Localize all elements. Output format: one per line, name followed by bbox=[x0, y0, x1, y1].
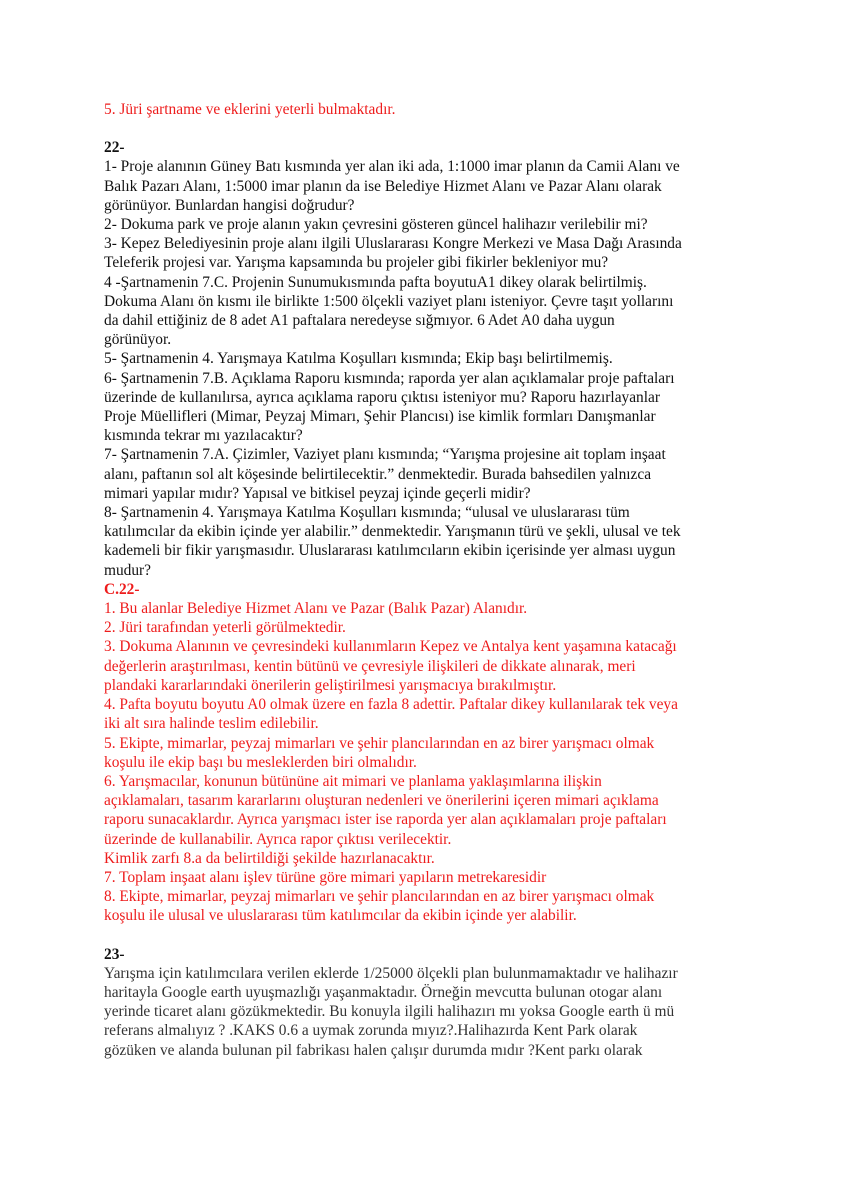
question-line: 4 -Şartnamenin 7.C. Projenin Sunumukısmında pafta boyutuA1 dikey olarak belirtilmiş. bbox=[104, 273, 647, 291]
answer-line: 1. Bu alanlar Belediye Hizmet Alanı ve Pazar (Balık Pazar) Alanıdır. bbox=[104, 600, 528, 618]
answer-line: iki alt sıra halinde teslim edilebilir. bbox=[104, 715, 319, 733]
question-line: 7- Şartnamenin 7.A. Çizimler, Vaziyet planı kısmında; “Yarışma projesine ait toplam inşaat bbox=[104, 446, 666, 464]
answer-line: 5. Ekipte, mimarlar, peyzaj mimarları ve şehir plancılarından en az birer yarışmacı olmak bbox=[104, 734, 655, 752]
body-line: Yarışma için katılımcılara verilen eklerde 1/25000 ölçekli plan bulunmamaktadır ve halihazır bbox=[104, 964, 678, 982]
answer-line: raporu sunacaklardır. Ayrıca yarışmacı ister ise raporda yer alan açıklamaları proje paftaları bbox=[104, 811, 667, 829]
answer-line: koşulu ile ekip başı bu mesleklerden biri olmalıdır. bbox=[104, 753, 417, 771]
question-line: Proje Müellifleri (Mimar, Peyzaj Mimarı, Şehir Plancısı) ise kimlik formları Danışmanlar bbox=[104, 408, 656, 426]
section-22-questions bbox=[104, 157, 754, 579]
answer-line: 2. Jüri tarafından yeterli görülmektedir. bbox=[104, 619, 346, 637]
question-line: kısmında tekrar mı yazılacaktır? bbox=[104, 427, 303, 445]
answer-line: 6. Yarışmacılar, konunun bütününe ait mimari ve planlama yaklaşımlarına ilişkin bbox=[104, 772, 602, 790]
question-line: 3- Kepez Belediyesinin proje alanı ilgili Uluslararası Kongre Merkezi ve Masa Dağı Arasında bbox=[104, 235, 682, 253]
question-line: kademeli bir fikir yarışmasıdır. Uluslararası katılımcıların ekibin içerisinde yer alması uygun bbox=[104, 542, 676, 560]
section-22-heading: 22- bbox=[104, 139, 125, 157]
answer-line: 7. Toplam inşaat alanı işlev türüne göre mimari yapıların metrekaresidir bbox=[104, 868, 547, 886]
question-line: Teleferik projesi var. Yarışma kapsamında bu projeler gibi fikirler bekleniyor mu? bbox=[104, 254, 609, 272]
body-line: yerinde ticaret alanı gözükmektedir. Bu konuyla ilgili halihazırı mı yoksa Google earth ü mü bbox=[104, 1003, 675, 1021]
body-line: gözüken ve alanda bulunan pil fabrikası halen çalışır durumda mıdır ?Kent parkı olarak bbox=[104, 1041, 643, 1059]
answer-line: değerlerin araştırılması, kentin bütünü ve çevresiyle ilişkileri de dikkate alınarak, meri bbox=[104, 657, 636, 675]
question-line: üzerinde de kullanılırsa, ayrıca açıklama raporu çıktısı isteniyor mu? Raporu hazırlayanlar bbox=[104, 388, 660, 406]
answer-line: 4. Pafta boyutu boyutu A0 olmak üzere en fazla 8 adettir. Paftalar dikey kullanılarak tek veya bbox=[104, 696, 678, 714]
section-23-heading: 23- bbox=[104, 945, 125, 963]
question-line: 1- Proje alanının Güney Batı kısmında yer alan iki ada, 1:1000 imar planın da Camii Alanı ve bbox=[104, 158, 680, 176]
intro-answer-5: 5. Jüri şartname ve eklerini yeterli bulmaktadır. bbox=[104, 101, 396, 118]
answer-line: üzerinde de kullanabilir. Ayrıca rapor çıktısı verilecektir. bbox=[104, 830, 452, 848]
question-line: mudur? bbox=[104, 561, 152, 579]
body-line: haritayla Google earth uyuşmazlığı yaşanmaktadır. Örneğin mevcutta bulunan otogar alanı bbox=[104, 983, 663, 1001]
question-line: görünüyor. bbox=[104, 331, 172, 349]
answer-line: Kimlik zarfı 8.a da belirtildiği şekilde hazırlanacaktır. bbox=[104, 849, 435, 867]
question-line: 5- Şartnamenin 4. Yarışmaya Katılma Koşulları kısmında; Ekip başı belirtilmemiş. bbox=[104, 350, 613, 368]
section-22-answers bbox=[104, 599, 754, 925]
section-23-body bbox=[104, 964, 754, 1060]
question-line: 6- Şartnamenin 7.B. Açıklama Raporu kısmında; raporda yer alan açıklamalar proje paftaları bbox=[104, 369, 675, 387]
question-line: mimari yapılar mıdır? Yapısal ve bitkisel peyzaj içinde geçerli midir? bbox=[104, 484, 531, 502]
answer-line: 3. Dokuma Alanının ve çevresindeki kullanımların Kepez ve Antalya kent yaşamına katacağı bbox=[104, 638, 677, 656]
section-22 bbox=[104, 138, 754, 925]
question-line: da dahil ettiğiniz de 8 adet A1 paftalara neredeyse sığmıyor. 6 Adet A0 daha uygun bbox=[104, 312, 615, 330]
question-line: görünüyor. Bunlardan hangisi doğrudur? bbox=[104, 196, 355, 214]
question-line: Balık Pazarı Alanı, 1:5000 imar planın da ise Belediye Hizmet Alanı ve Pazar Alanı olarak bbox=[104, 177, 662, 195]
spacer bbox=[104, 119, 754, 138]
answer-line: plandaki kararlarındaki önerilerin geliştirilmesi yarışmacıya bırakılmıştır. bbox=[104, 676, 557, 694]
section-23 bbox=[104, 945, 754, 1060]
answer-line: açıklamaları, tasarım kararlarını oluşturan nedenleri ve önerilerini içeren mimari açıklama bbox=[104, 792, 659, 810]
question-line: 8- Şartnamenin 4. Yarışmaya Katılma Koşulları kısmında; “ulusal ve uluslararası tüm bbox=[104, 504, 630, 522]
question-line: 2- Dokuma park ve proje alanın yakın çevresini gösteren güncel halihazır verilebilir mi? bbox=[104, 216, 648, 234]
answer-line: koşulu ile ulusal ve uluslararası tüm katılımcılar da ekibin içinde yer alabilir. bbox=[104, 907, 577, 925]
answer-line: 8. Ekipte, mimarlar, peyzaj mimarları ve şehir plancılarından en az birer yarışmacı olmak bbox=[104, 888, 655, 906]
body-line: referans almalıyız ? .KAKS 0.6 a uymak zorunda mıyız?.Halihazırda Kent Park olarak bbox=[104, 1022, 638, 1040]
question-line: alanı, paftanın sol alt köşesinde belirtilecektir.” denmektedir. Burada bahsedilen yalnızca bbox=[104, 465, 652, 483]
question-line: Dokuma Alanı ön kısmı ile birlikte 1:500 ölçekli vaziyet planı isteniyor. Çevre taşıt yollarını bbox=[104, 292, 674, 310]
document-page bbox=[104, 100, 754, 1060]
answer-22-heading: C.22- bbox=[104, 580, 140, 598]
question-line: katılımcılar da ekibin içinde yer alabilir.” denmektedir. Yarışmanın türü ve şekli, ulusal ve tek bbox=[104, 523, 681, 541]
spacer bbox=[104, 926, 754, 945]
